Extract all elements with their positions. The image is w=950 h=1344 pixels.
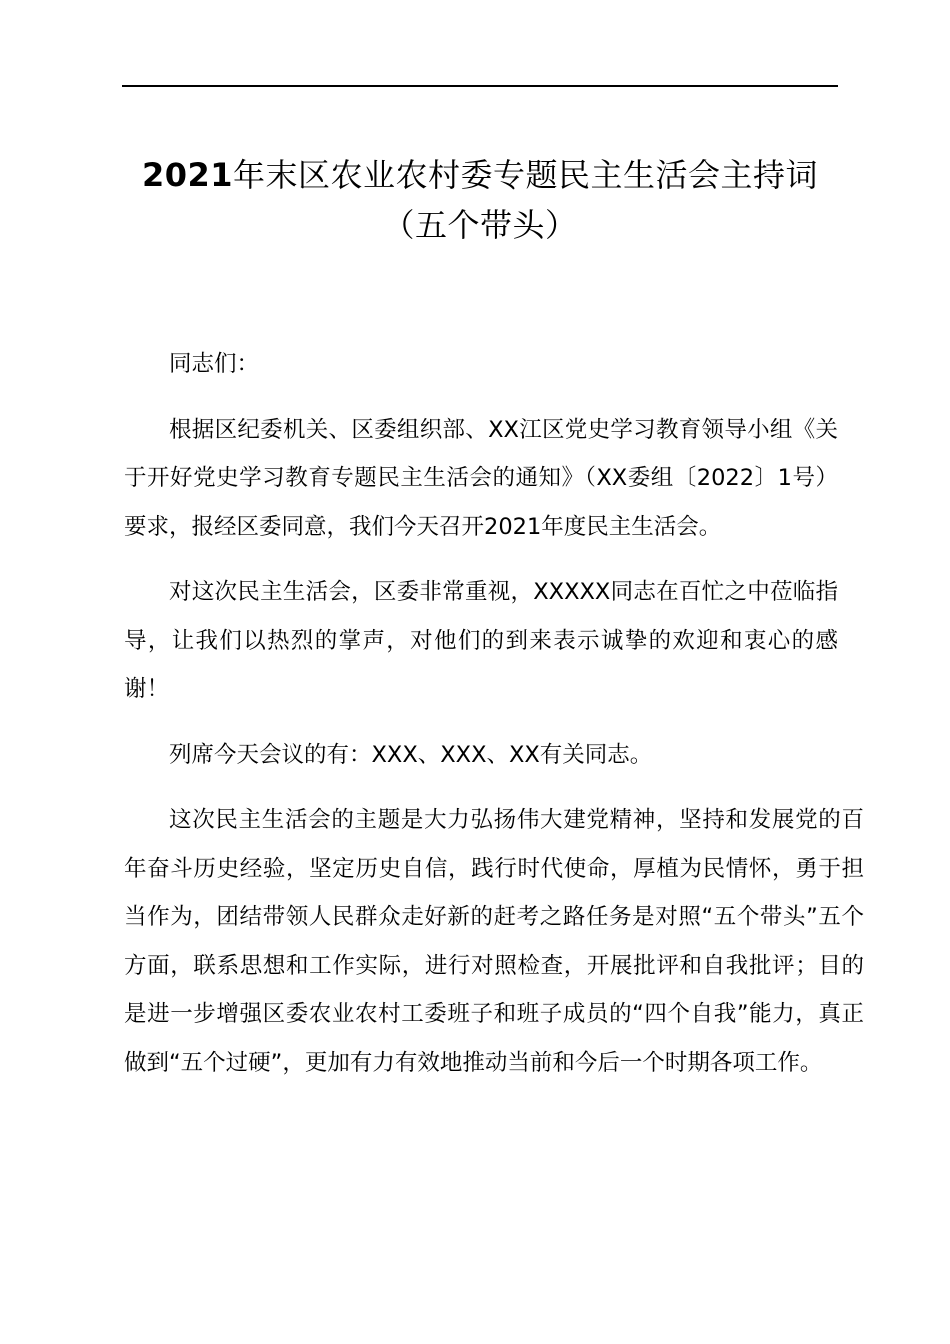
document-body (124, 340, 864, 1104)
title-year: 2021 (141, 156, 234, 194)
salutation: 同志们： (169, 351, 260, 377)
paragraph-meeting-basis: 根据区纪委机关、区委组织部、XX江区党史学习教育领导小组《关于开好党史学习教育专题民主生活会的通知》（XX委组〔2022〕1号）要求，报经区委同意，我们今天召开2021年度民主生活会。 (124, 416, 838, 540)
document-title (110, 150, 850, 250)
paragraph-attendees: 列席今天会议的有：XXX、XXX、XX有关同志。 (169, 741, 653, 768)
paragraph-theme: 这次民主生活会的主题是大力弘扬伟大建党精神，坚持和发展党的百年奋斗历史经验，坚定历史自信，践行时代使命，厚植为民情怀，勇于担当作为，团结带领人民群众走好新的赶考之路任务是对照“五个带头”五个方面，联系思想和工作实际，进行对照检查，开展批评和自我批评；目的是进一步增强区委农业农村工委班子和班子成员的“四个自我”能力，真正做到“五个过硬”，更加有力有效地推动当前和今后一个时期各项工作。 (124, 807, 864, 1076)
paragraph-welcome: 对这次民主生活会，区委非常重视，XXXXX同志在百忙之中莅临指导，让我们以热烈的掌声，对他们的到来表示诚挚的欢迎和衷心的感谢！ (124, 579, 838, 702)
header-rule (122, 85, 838, 87)
title-text: 年末区农业农村委专题民主生活会主持词（五个带头） (233, 156, 819, 244)
